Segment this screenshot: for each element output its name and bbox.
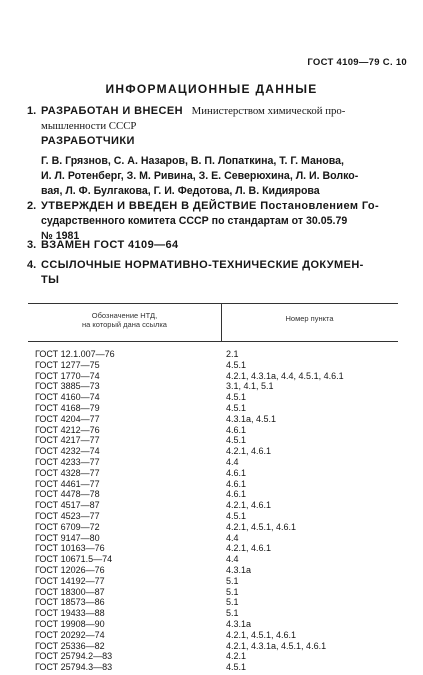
table-row <box>28 468 398 478</box>
table-row <box>28 349 398 359</box>
section-2-line-2: сударственного комитета СССР по стандартам от 30.05.79 <box>41 215 348 227</box>
table-row <box>28 489 398 499</box>
table-row <box>28 414 398 424</box>
developers-line-1: Г. В. Грязнов, С. А. Назаров, В. П. Лопаткина, Т. Г. Манова, <box>41 155 344 167</box>
section-number: 2. <box>27 200 37 212</box>
cell-clause: 4.4 <box>226 532 239 543</box>
section-1-heading: РАЗРАБОТАН И ВНЕСЕН <box>41 105 183 117</box>
cell-clause: 5.1 <box>226 597 239 608</box>
cell-clause: 4.3.1а <box>226 619 252 629</box>
cell-document: ГОСТ 4232—74 <box>35 446 100 457</box>
cell-clause: 4.4 <box>226 554 239 565</box>
table-row <box>28 446 398 456</box>
cell-document: ГОСТ 3885—73 <box>35 381 100 392</box>
cell-document: ГОСТ 4517—87 <box>35 500 100 511</box>
cell-document: ГОСТ 25336—82 <box>35 640 105 651</box>
cell-document: ГОСТ 4478—78 <box>35 489 100 500</box>
cell-clause: 4.2.1, 4.5.1, 4.6.1 <box>226 521 297 532</box>
cell-clause: 4.2.1, 4.3.1а, 4.5.1, 4.6.1 <box>226 640 327 651</box>
column-header-line: Обозначение НТД, <box>91 311 158 320</box>
table-row <box>28 554 398 564</box>
cell-clause: 5.1 <box>226 608 239 619</box>
section-4-line-2: ТЫ <box>41 274 60 286</box>
cell-document: ГОСТ 10163—76 <box>35 543 105 554</box>
section-2-line-1: УТВЕРЖДЕН И ВВЕДЕН В ДЕЙСТВИЕ Постановлением Го- <box>41 200 380 212</box>
cell-clause: 4.2.1, 4.6.1 <box>226 446 272 457</box>
table-row <box>28 403 398 413</box>
cell-clause: 4.6.1 <box>226 489 247 500</box>
cell-document: ГОСТ 12.1.007—76 <box>35 349 115 359</box>
section-4-line-1: ССЫЛОЧНЫЕ НОРМАТИВНО-ТЕХНИЧЕСКИЕ ДОКУМЕН- <box>41 259 364 271</box>
cell-clause: 4.2.1, 4.3.1а, 4.4, 4.5.1, 4.6.1 <box>226 370 344 381</box>
cell-clause: 4.4 <box>226 457 239 467</box>
table-row <box>28 630 398 640</box>
cell-document: ГОСТ 10671.5—74 <box>35 554 113 565</box>
cell-document: ГОСТ 18573—86 <box>35 597 105 608</box>
section-2-line-3: № 1981 <box>41 230 80 242</box>
cell-clause: 4.5.1 <box>226 435 247 446</box>
cell-document: ГОСТ 4523—77 <box>35 511 100 521</box>
cell-clause: 4.2.1, 4.6.1 <box>226 543 272 554</box>
running-header: ГОСТ 4109—79 С. 10 <box>307 57 407 68</box>
cell-document: ГОСТ 1277—75 <box>35 359 100 370</box>
cell-clause: 4.5.1 <box>226 359 247 370</box>
section-1-text: Министерством химической про- <box>191 105 346 117</box>
table-row <box>28 392 398 402</box>
cell-clause: 2.1 <box>226 349 239 359</box>
table-header-rule <box>28 341 398 342</box>
cell-document: ГОСТ 14192—77 <box>35 575 105 586</box>
cell-document: ГОСТ 4212—76 <box>35 424 100 435</box>
cell-document: ГОСТ 25794.3—83 <box>35 662 113 673</box>
column-header-document <box>28 311 221 329</box>
cell-document: ГОСТ 4233—77 <box>35 457 100 467</box>
table-top-rule <box>28 303 398 304</box>
cell-document: ГОСТ 4461—77 <box>35 478 100 489</box>
table-row <box>28 457 398 467</box>
cell-clause: 4.2.1, 4.6.1 <box>226 500 272 511</box>
table-row <box>28 479 398 489</box>
section-number: 4. <box>27 259 37 271</box>
cell-document: ГОСТ 4217—77 <box>35 435 100 446</box>
developers-heading: РАЗРАБОТЧИКИ <box>41 135 135 147</box>
cell-clause: 5.1 <box>226 586 239 597</box>
table-row <box>28 576 398 586</box>
cell-document: ГОСТ 1770—74 <box>35 370 100 381</box>
cell-document: ГОСТ 19908—90 <box>35 619 105 629</box>
table-row <box>28 522 398 532</box>
cell-clause: 4.5.1 <box>226 403 247 413</box>
section-number: 3. <box>27 239 37 251</box>
table-row <box>28 500 398 510</box>
cell-clause: 4.3.1а <box>226 565 252 575</box>
table-row <box>28 641 398 651</box>
table-row <box>28 662 398 672</box>
section-1-line-2: мышленности СССР <box>41 120 137 132</box>
cell-clause: 4.5.1 <box>226 511 247 521</box>
cell-document: ГОСТ 9147—80 <box>35 532 100 543</box>
cell-document: ГОСТ 25794.2—83 <box>35 651 113 662</box>
cell-clause: 5.1 <box>226 575 239 586</box>
table-row <box>28 587 398 597</box>
table-row <box>28 511 398 521</box>
cell-clause: 4.6.1 <box>226 478 247 489</box>
cell-clause: 4.6.1 <box>226 467 247 478</box>
page-title: ИНФОРМАЦИОННЫЕ ДАННЫЕ <box>105 82 318 96</box>
table-row <box>28 597 398 607</box>
cell-document: ГОСТ 6709—72 <box>35 521 100 532</box>
table-row <box>28 543 398 553</box>
section-1-line-1 <box>41 104 345 119</box>
table-row <box>28 565 398 575</box>
cell-clause: 4.3.1а, 4.5.1 <box>226 413 277 424</box>
column-header-line: на который дана ссылка <box>82 320 167 329</box>
section-number: 1. <box>27 105 37 117</box>
developers-line-2: И. Л. Ротенберг, З. М. Ривина, З. Е. Северюхина, Л. И. Волко- <box>41 170 359 182</box>
cell-clause: 4.5.1 <box>226 662 247 673</box>
cell-document: ГОСТ 4328—77 <box>35 467 100 478</box>
table-row <box>28 425 398 435</box>
cell-document: ГОСТ 12026—76 <box>35 565 105 575</box>
cell-clause: 4.5.1 <box>226 392 247 403</box>
table-row <box>28 608 398 618</box>
cell-clause: 4.6.1 <box>226 424 247 435</box>
cell-document: ГОСТ 19433—88 <box>35 608 105 619</box>
table-row <box>28 651 398 661</box>
cell-document: ГОСТ 20292—74 <box>35 629 105 640</box>
cell-document: ГОСТ 4204—77 <box>35 413 100 424</box>
table-row <box>28 533 398 543</box>
section-3-text: ВЗАМЕН ГОСТ 4109—64 <box>41 239 179 251</box>
cell-clause: 4.2.1, 4.5.1, 4.6.1 <box>226 629 297 640</box>
column-header-clause: Номер пункта <box>285 314 334 323</box>
table-row <box>28 381 398 391</box>
cell-clause: 4.2.1 <box>226 651 247 662</box>
table-row <box>28 360 398 370</box>
cell-document: ГОСТ 4168—79 <box>35 403 100 413</box>
table-row <box>28 371 398 381</box>
table-row <box>28 435 398 445</box>
cell-clause: 3.1, 4.1, 5.1 <box>226 381 274 392</box>
table-row <box>28 619 398 629</box>
cell-document: ГОСТ 18300—87 <box>35 586 105 597</box>
cell-document: ГОСТ 4160—74 <box>35 392 100 403</box>
developers-line-3: вая, Л. Ф. Булгакова, Г. И. Федотова, Л. В. Кидиярова <box>41 185 320 197</box>
